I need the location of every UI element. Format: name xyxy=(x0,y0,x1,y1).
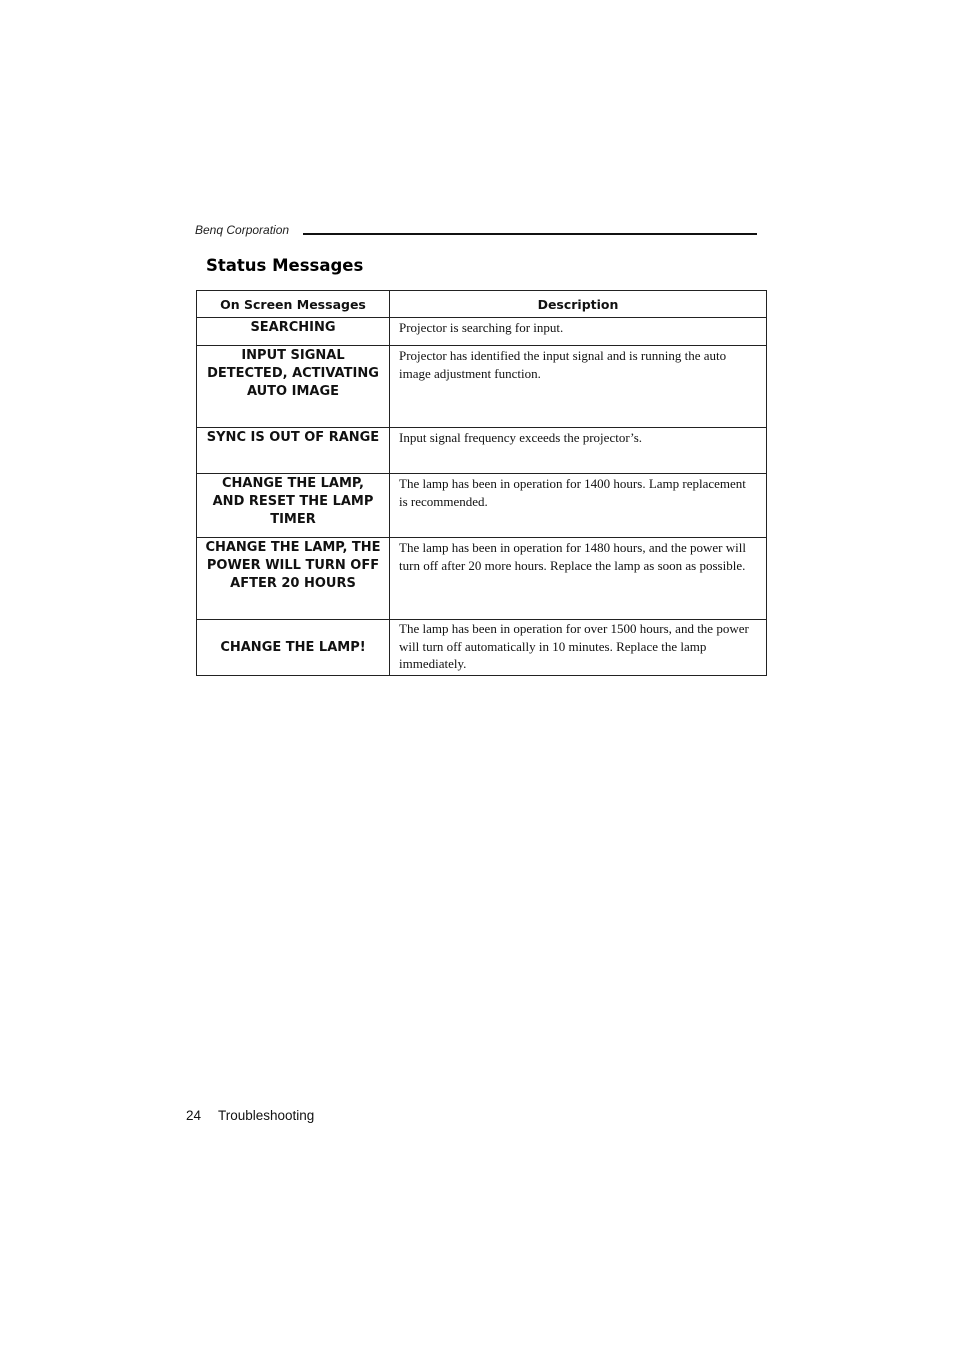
footer-section-name: Troubleshooting xyxy=(218,1108,315,1123)
header-company-name: Benq Corporation xyxy=(195,223,290,237)
description-cell: The lamp has been in operation for 1480 hours, and the power will turn off after 20 more hours. Replace the lamp as soon as possible. xyxy=(390,538,767,620)
message-cell: CHANGE THE LAMP! xyxy=(197,620,390,676)
section-title: Status Messages xyxy=(206,256,364,275)
table-row xyxy=(197,346,767,428)
table-header-row xyxy=(197,291,767,318)
description-cell: Projector is searching for input. xyxy=(390,318,767,346)
description-cell: Input signal frequency exceeds the projector’s. xyxy=(390,428,767,474)
table-row xyxy=(197,428,767,474)
header-rule xyxy=(303,233,757,235)
message-cell: INPUT SIGNAL DETECTED, ACTIVATING AUTO IMAGE xyxy=(197,346,390,428)
table-row xyxy=(197,538,767,620)
footer-page-number: 24 xyxy=(186,1108,202,1123)
message-cell: SYNC IS OUT OF RANGE xyxy=(197,428,390,474)
description-cell: The lamp has been in operation for 1400 hours. Lamp replacement is recommended. xyxy=(390,474,767,538)
description-cell: Projector has identified the input signal and is running the auto image adjustment function. xyxy=(390,346,767,428)
description-cell: The lamp has been in operation for over 1500 hours, and the power will turn off automatically in 10 minutes. Replace the lamp immediately. xyxy=(390,620,767,676)
message-cell: CHANGE THE LAMP, AND RESET THE LAMP TIMER xyxy=(197,474,390,538)
column-header-description: Description xyxy=(390,291,767,318)
message-cell: SEARCHING xyxy=(197,318,390,346)
table-row xyxy=(197,474,767,538)
status-messages-table xyxy=(196,290,767,676)
table-row xyxy=(197,620,767,676)
table-row xyxy=(197,318,767,346)
column-header-messages: On Screen Messages xyxy=(197,291,390,318)
message-cell: CHANGE THE LAMP, THE POWER WILL TURN OFF AFTER 20 HOURS xyxy=(197,538,390,620)
